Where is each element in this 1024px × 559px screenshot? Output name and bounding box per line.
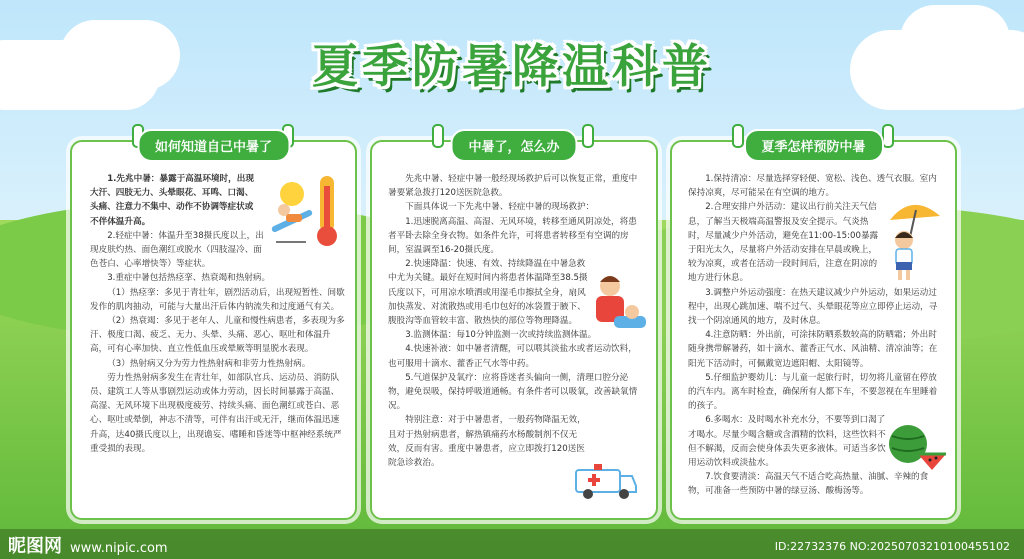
- paragraph: 2.合理安排户外活动：建议出行前关注天气信息，了解当天极端高温警报及安全提示。气炎热时，尽量减少户外活动，避免在11:00-15:00暴露于阳光太久，尽量将户外活动安排在早晨或晚上，较为凉爽，或者在活动一段时间后，注意在阴凉的地方进行休息。: [688, 202, 879, 284]
- page-title: 夏季防暑降温科普: [312, 39, 712, 93]
- watermark-id: ID:22732376 NO:20250703210100455102: [774, 540, 1010, 553]
- paragraph: 先兆中暑、轻症中暑一般经现场救护后可以恢复正常，重度中暑要紧急拨打120送医院急救。: [388, 174, 638, 199]
- paragraph: 5.仔细监护婴幼儿：与儿童一起旅行时，切勿将儿童留在停放的汽车内。离车时检查，确保所有人都下车，不要忽视在车里睡着的孩子。: [688, 372, 938, 412]
- paragraph: 3.监测体温：每10分钟监测一次或持续监测体温。: [405, 330, 597, 341]
- paragraph: 6.多喝水：及时喝水补充水分，不要等到口渴了才喝水。尽量少喝含糖或含酒精的饮料，这些饮料不但不解渴，反而会使身体丢失更多液体。可适当多饮用运动饮料或淡盐水。: [688, 415, 886, 469]
- paragraph: 2.快速降温：快速、有效、持续降温在中暑急救中尤为关键。最好在短时间内将患者体温降至38.5摄氏度以下，可用凉水喷洒或用湿毛巾擦拭全身，扇风加快蒸发、对流散热或用毛巾包好的冰袋置于腋下、腹股沟等血管较丰富、散热快的部位等物理降温。: [388, 259, 588, 327]
- panel-heading: 夏季怎样预防中暑: [743, 129, 883, 162]
- paragraph: 7.饮食要清淡：高温天气不适合吃高热量、油腻、辛辣的食物，可准备一些预防中暑的绿豆汤、酸梅汤等。: [688, 472, 929, 497]
- binder-ring: [882, 124, 894, 148]
- panel-prevention: [670, 140, 957, 520]
- binder-ring: [432, 124, 444, 148]
- paragraph: 4.快速补液：如中暑者清醒，可以喂其淡盐水或者运动饮料，也可服用十滴水、藿香正气水等中药。: [388, 344, 637, 369]
- panel-symptoms: [70, 140, 357, 520]
- watermark-logo: 昵图网 www.nipic.com: [8, 536, 168, 557]
- panel-heading: 如何知道自己中暑了: [137, 129, 290, 162]
- ambulance-icon: [572, 460, 638, 502]
- paragraph: 下面具体说一下先兆中暑、轻症中暑的现场救护：: [405, 202, 595, 213]
- binder-ring: [732, 124, 744, 148]
- paragraph: 1.迅速脱离高温、高湿、无风环境，转移至通风阴凉处，将患者平卧去除全身衣物。如条件允许，可将患者转移至有空调的房间，室温调至16-20摄氏度。: [388, 216, 637, 256]
- paragraph: （1）热痉挛：多见于青壮年，剧烈活动后，出现短暂性、间歇发作的肌肉抽动，可能与大量出汗后体内钠流失和过度通气有关。: [90, 287, 345, 312]
- panel-heading: 中暑了，怎么办: [450, 129, 577, 162]
- paragraph: （3）热射病又分为劳力性热射病和非劳力性热射病。: [107, 358, 311, 369]
- paragraph: 特别注意：对于中暑患者，一般药物降温无效，且对于热射病患者，解热镇痛药水杨酸制剂不仅无效，反而有害。重度中暑患者，应立即拨打120送医院急诊救治。: [388, 415, 586, 469]
- paragraph: 1.保持清凉：尽量选择穿轻便、宽松、浅色、透气衣服。室内保持凉爽，尽可能呆在有空调的地方。: [688, 174, 937, 199]
- first-aid-illustration: [584, 270, 650, 344]
- paragraph: 劳力性热射病多发生在青壮年，如部队官兵、运动员、消防队员、建筑工人等从事剧烈运动或体力劳动，因长时间暴露于高温、高湿、无风环境下出现极度疲劳、持续头痛、面色潮红或苍白、恶心、呕吐或晕倒，神志不清等，可伴有出汗或无汗，继而体温迅速升高，达40摄氏度以上，出现谵妄、嗜睡和昏迷等中枢神经系统严重受损的表现。: [90, 372, 342, 454]
- paragraph: 5.气道保护及氧疗：应将昏迷者头偏向一侧，清理口腔分泌物，避免误吸，保持呼吸道通畅。有条件者可以吸氧，改善缺氧情况。: [388, 372, 638, 412]
- paragraph: 3.重症中暑包括热痉挛、热衰竭和热射病。: [107, 273, 271, 284]
- umbrella-child-illustration: [882, 196, 948, 282]
- paragraph: 3.调整户外运动强度：在热天建议减少户外运动，如果运动过程中，出现心跳加速、喘不过气、头晕眼花等应立即停止运动，寻找一个阴凉通风的地方，及时休息。: [688, 287, 938, 327]
- thermometer-sunbather-illustration: [262, 172, 348, 252]
- paragraph: （2）热衰竭：多见于老年人、儿童和慢性病患者，多表现为多汗、极度口渴、疲乏、无力、头晕、头痛、恶心、呕吐和体温升高，可有心率加快、直立性低血压或晕厥等明显脱水表现。: [90, 316, 345, 355]
- watermelon-icon: [886, 422, 948, 472]
- paragraph: 2.轻症中暑：体温升至38摄氏度以上，出现皮肤灼热、面色潮红或脱水（四肢湿冷、面色苍白、心率增快等）等症状。: [90, 230, 264, 270]
- paragraph: 1.先兆中暑：暴露于高温环境时，出现大汗、四肢无力、头晕眼花、耳鸣、口渴、头痛、注意力不集中、动作不协调等症状或不伴体温升高。: [90, 174, 254, 227]
- binder-ring: [582, 124, 594, 148]
- panel-first-aid: [370, 140, 658, 520]
- paragraph: 4.注意防晒：外出前，可涂抹防晒系数较高的防晒霜；外出时随身携带解暑药，如十滴水、藿香正气水、风油精、清凉油等；在阳光下活动时，可佩戴宽边遮阳帽、太阳镜等。: [688, 330, 938, 369]
- watermark-site: www.nipic.com: [70, 541, 168, 556]
